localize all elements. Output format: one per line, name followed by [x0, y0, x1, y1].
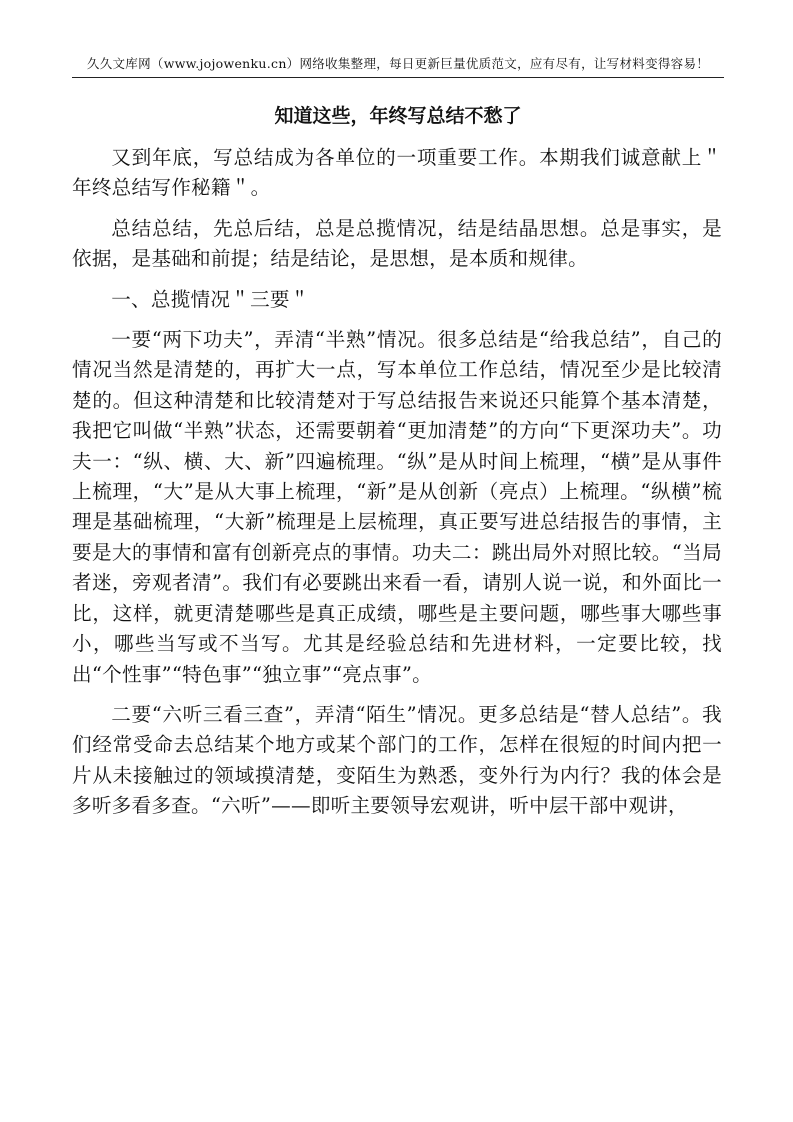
section-heading: 一、总揽情况＂三要＂: [111, 287, 310, 311]
paragraph-second-requirement: 二要“六听三看三查”，弄清“陌生”情况。更多总结是“替人总结”。我们经常受命去总结某个地方或某个部门的工作，怎样在很短的时间内把一片从未接触过的领域摸清楚，变陌生为熟悉，变外行为内行？我的体会是多听多看多查。“六听”——即听主要领导宏观讲，听中层干部中观讲，: [72, 702, 722, 818]
paragraph-definition: 总结总结，先总后结，总是总揽情况，结是结晶思想。总是事实，是依据，是基础和前提；结是结论，是思想，是本质和规律。: [72, 216, 722, 271]
page-header: 久久文库网（www.jojowenku.cn）网络收集整理，每日更新巨量优质范文，应有尽有，让写材料变得容易！: [72, 55, 724, 78]
document-title: 知道这些，年终写总结不愁了: [274, 105, 522, 127]
document-body: [72, 143, 722, 832]
paragraph-intro: 又到年底，写总结成为各单位的一项重要工作。本期我们诚意献上＂年终总结写作秘籍＂。: [72, 146, 722, 200]
paragraph-first-requirement: 一要“两下功夫”，弄清“半熟”情况。很多总结是“给我总结”，自己的情况当然是清楚的，再扩大一点，写本单位工作总结，情况至少是比较清楚的。但这种清楚和比较清楚对于写总结报告来说还只能算个基本清楚，我把它叫做“半熟”状态，还需要朝着“更加清楚”的方向“下更深功夫”。功夫一：“纵、横、大、新”四遍梳理。“纵”是从时间上梳理，“横”是从事件上梳理，“大”是从大事上梳理，“新”是从创新（亮点）上梳理。“纵横”梳理是基础梳理，“大新”梳理是上层梳理，真正要写进总结报告的事情，主要是大的事情和富有创新亮点的事情。功夫二：跳出局外对照比较。“当局者迷，旁观者清”。我们有必要跳出来看一看，请别人说一说，和外面比一比，这样，就更清楚哪些是真正成绩，哪些是主要问题，哪些事大哪些事小，哪些当写或不当写。尤其是经验总结和先进材料，一定要比较，找出“个性事”“特色事”“独立事”“亮点事”。: [72, 328, 722, 686]
